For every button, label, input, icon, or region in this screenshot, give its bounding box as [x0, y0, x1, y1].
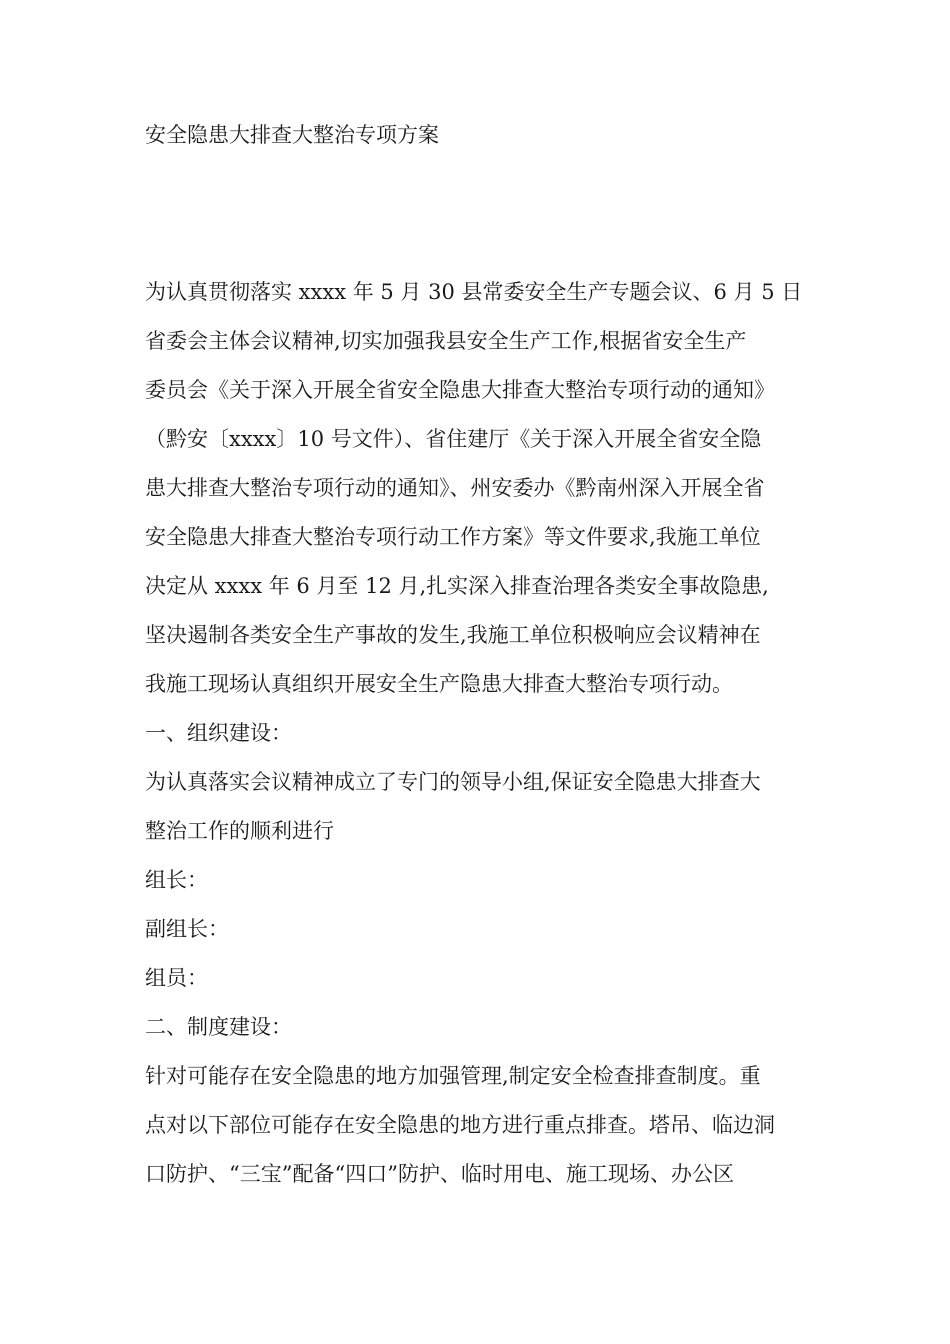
paragraph-line: 坚决遏制各类安全生产事故的发生,我施工单位积极响应会议精神在: [145, 623, 761, 647]
document-body: [145, 268, 810, 1199]
paragraph-line: （黔安〔xxxx〕10 号文件）、省住建厅《关于深入开展全省安全隐: [145, 427, 762, 451]
paragraph-line: 委员会《关于深入开展全省安全隐患大排查大整治专项行动的通知》: [145, 378, 775, 402]
paragraph-line: 患大排查大整治专项行动的通知》、州安委办《黔南州深入开展全省: [145, 476, 765, 500]
members-label: 组员：: [145, 966, 208, 990]
paragraph-line: 为认真落实会议精神成立了专门的领导小组,保证安全隐患大排查大: [145, 770, 761, 794]
paragraph-line: 口防护、“三宝”配备“四口”防护、临时用电、施工现场、办公区: [145, 1162, 734, 1186]
paragraph-line: 整治工作的顺利进行: [145, 819, 334, 843]
paragraph-line: 决定从 xxxx 年 6 月至 12 月,扎实深入排查治理各类安全事故隐患,: [145, 574, 769, 598]
document-title: 安全隐患大排查大整治专项方案: [145, 123, 439, 147]
paragraph-line: 点对以下部位可能存在安全隐患的地方进行重点排查。塔吊、临边洞: [145, 1113, 775, 1137]
paragraph-line: 省委会主体会议精神,切实加强我县安全生产工作,根据省安全生产: [145, 329, 747, 353]
paragraph-line: 为认真贯彻落实 xxxx 年 5 月 30 县常委安全生产专题会议、6 月 5 日: [145, 280, 803, 304]
section-heading-system: 二、制度建设：: [145, 1015, 292, 1039]
paragraph-line: 安全隐患大排查大整治专项行动工作方案》等文件要求,我施工单位: [145, 525, 761, 549]
paragraph-line: 我施工现场认真组织开展安全生产隐患大排查大整治专项行动。: [145, 672, 733, 696]
deputy-leader-label: 副组长：: [145, 917, 229, 941]
paragraph-line: 针对可能存在安全隐患的地方加强管理,制定安全检查排查制度。重: [145, 1064, 761, 1088]
section-heading-organization: 一、组织建设：: [145, 721, 292, 745]
group-leader-label: 组长：: [145, 868, 208, 892]
